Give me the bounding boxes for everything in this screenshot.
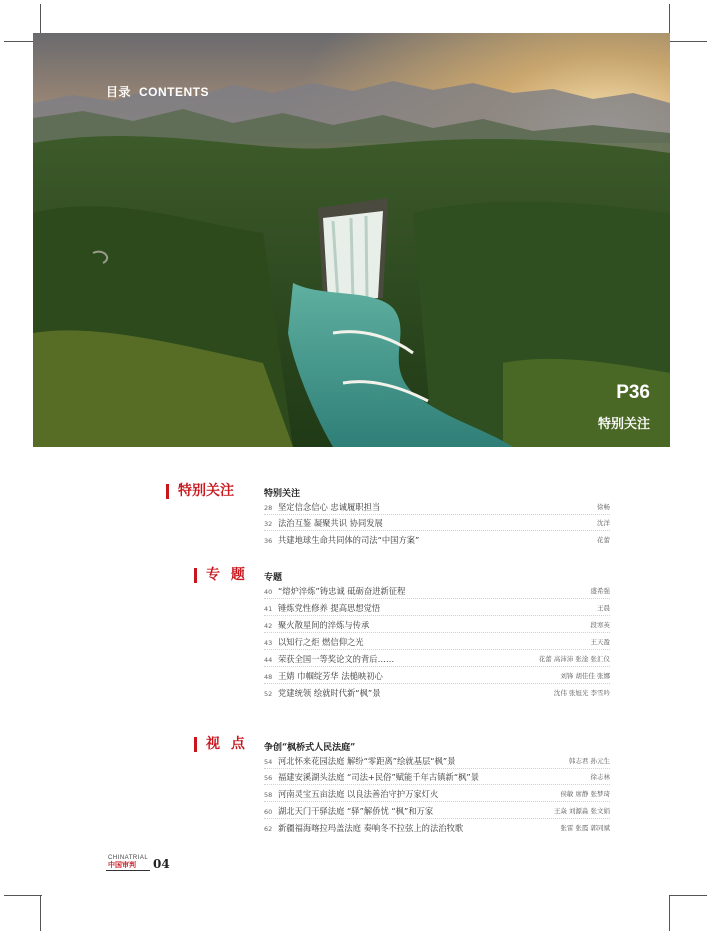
divider [264,801,610,802]
toc-entry[interactable] [264,823,610,835]
toc-entry[interactable] [264,586,610,598]
divider [264,598,610,599]
entry-author: 王晨 [597,604,610,612]
entry-page: 52 [264,690,273,698]
feature-page-number: P36 [616,382,650,403]
crop-mark [40,895,41,931]
entry-title: 新疆福海喀拉玛盖法庭 奏响冬不拉弦上的法治牧歌 [278,823,464,833]
toc-entry[interactable] [264,756,610,768]
entry-title: “熔炉淬炼”铸忠诚 砥砺奋进新征程 [278,586,406,596]
toc-entry[interactable] [264,518,610,530]
entry-page: 41 [264,605,273,613]
toc-entry[interactable] [264,772,610,784]
logo-text-en: CHINATRIAL [108,855,149,861]
toc-entry[interactable] [264,688,610,700]
crop-mark [669,895,670,931]
entry-title: 锤炼党性修养 提高思想觉悟 [278,603,381,613]
toc-entry[interactable] [264,620,610,632]
toc-entry[interactable] [264,603,610,615]
entry-author: 花蕾 高沛沛 张淦 张汇仪 [538,655,610,663]
entry-title: 河南灵宝五亩法庭 以良法善治守护万家灯火 [278,789,439,799]
entry-title: 河北怀来花园法庭 解纷“零距离”绘就基层“枫”景 [278,756,456,766]
entry-page: 42 [264,622,273,630]
entry-page: 48 [264,673,273,681]
footer-rule [106,870,150,871]
section-head-viewpoint: 视 点 [194,737,248,752]
divider [264,768,610,769]
toc-label-en: CONTENTS [139,85,210,99]
entry-page: 56 [264,774,273,782]
entry-author: 王焱 刘源淼 张文娟 [553,807,610,815]
entry-author: 花蕾 [597,536,610,544]
crop-mark [669,895,707,896]
entry-title: 王婧 巾帼绽芳华 法槌映初心 [278,671,383,681]
entry-author: 侯敏 席静 张梦琦 [560,790,610,798]
toc-label-cn: 目录 [106,85,132,99]
toc-entry[interactable] [264,671,610,683]
magazine-logo [108,855,148,870]
feature-caption: 特别关注 [597,417,650,432]
toc-entry[interactable] [264,789,610,801]
logo-text-cn: 中国审判 [108,861,136,869]
crop-mark [4,895,42,896]
entry-title: 福建安溪湖头法庭 “司法+民俗”赋能千年古镇新“枫”景 [278,772,480,782]
divider [264,818,610,819]
toc-label [106,83,217,100]
section-title: 争创“枫桥式人民法庭” [264,743,356,753]
section-title: 特别关注 [264,489,301,499]
entry-author: 韩志君 孙元生 [568,757,610,765]
section-head-topic: 专 题 [194,568,248,583]
toc-entry[interactable] [264,654,610,666]
folio-page-number: 04 [153,857,170,871]
section-title: 专题 [264,573,283,583]
entry-page: 62 [264,825,273,833]
entry-page: 58 [264,791,273,799]
divider [264,632,610,633]
entry-title: 荣获全国一等奖论文的背后…… [278,654,395,664]
entry-page: 43 [264,639,273,647]
section-head-special-focus: 特别关注 [166,484,234,499]
entry-title: 共建地球生命共同体的司法“中国方案” [278,535,420,545]
entry-author: 沈洋 [597,519,610,527]
entry-author: 徐志林 [590,773,610,781]
entry-author: 盛希强 [590,587,610,595]
entry-author: 刘锋 胡佳佳 张娜 [560,672,610,680]
entry-author: 沈伟 张旭光 李雪吟 [553,689,610,697]
divider [264,530,610,531]
entry-page: 60 [264,808,273,816]
entry-title: 湖北天门干驿法庭 “驿”解侨忧 “枫”和万家 [278,806,434,816]
entry-author: 徐畅 [597,503,610,511]
divider [264,666,610,667]
entry-title: 以知行之炬 燃信仰之光 [278,637,364,647]
crop-mark [669,41,707,42]
entry-page: 54 [264,758,273,766]
entry-author: 王天盈 [590,638,610,646]
divider [264,615,610,616]
entry-author: 张雷 张霞 郭同斌 [560,824,610,832]
entry-page: 32 [264,520,273,528]
divider [264,784,610,785]
toc-entry[interactable] [264,502,610,514]
entry-page: 36 [264,537,273,545]
toc-entry[interactable] [264,806,610,818]
entry-page: 40 [264,588,273,596]
entry-author: 段寒英 [590,621,610,629]
entry-title: 法治互鉴 凝聚共识 协同发展 [278,518,383,528]
toc-entry[interactable] [264,637,610,649]
divider [264,514,610,515]
entry-page: 44 [264,656,273,664]
entry-title: 党建统领 绘就时代新“枫”景 [278,688,381,698]
toc-entry[interactable] [264,535,610,547]
divider [264,649,610,650]
entry-page: 28 [264,504,273,512]
entry-title: 坚定信念信心 忠诚履职担当 [278,502,381,512]
divider [264,683,610,684]
entry-title: 聚火散星间的淬炼与传承 [278,620,370,630]
